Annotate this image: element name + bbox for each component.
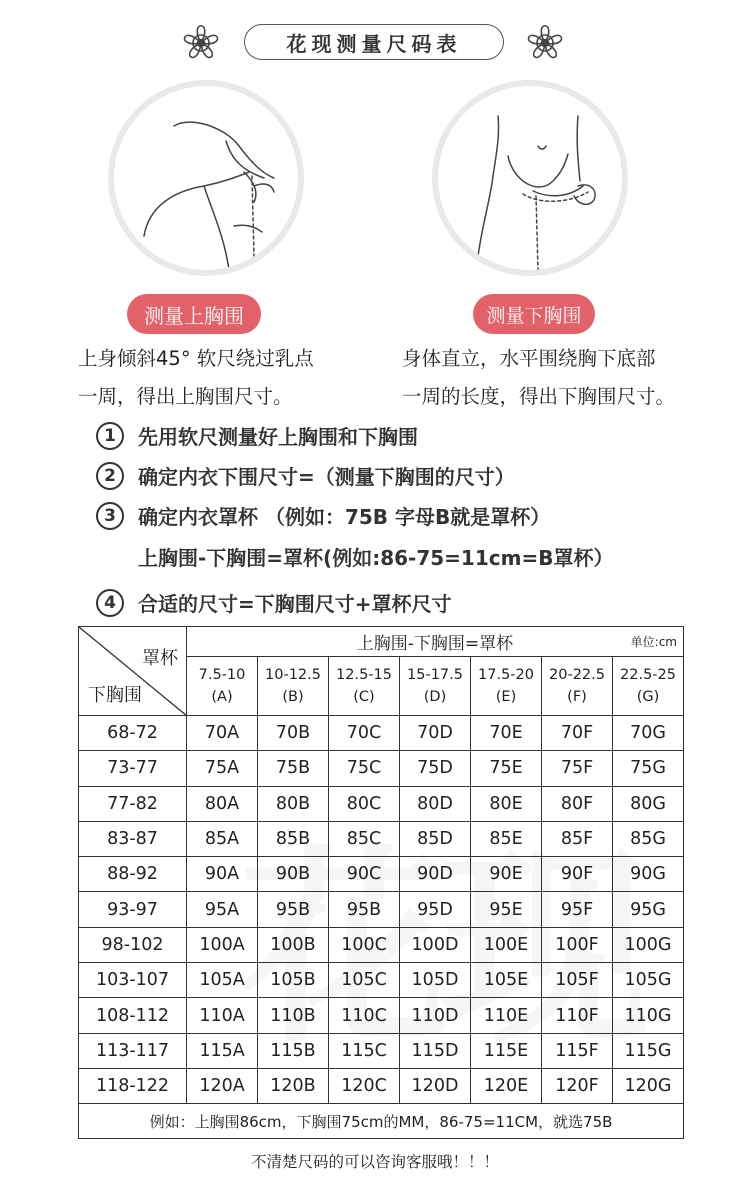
size-cell: 120G: [613, 1068, 684, 1103]
underbust-range-cell: 118-122: [79, 1068, 187, 1103]
size-cell: 70E: [471, 716, 542, 751]
under-bust-desc-line: 一周的长度，得出下胸围尺寸。: [402, 385, 676, 408]
size-rows: [79, 716, 684, 1104]
size-cell: 80F: [542, 786, 613, 821]
size-cell: 115E: [471, 1033, 542, 1068]
step-3: [96, 501, 550, 530]
size-cell: 75E: [471, 751, 542, 786]
unit-label: 单位:cm: [630, 635, 677, 649]
step-4: [96, 588, 452, 617]
size-cell: 95B: [329, 892, 400, 927]
cup-range: 10-12.5: [265, 667, 321, 683]
size-cell: 120F: [542, 1068, 613, 1103]
under-bust-illustration: [432, 80, 628, 276]
cup-range-header: [258, 657, 329, 716]
step-2: [96, 461, 515, 490]
cup-range: 20-22.5: [549, 667, 605, 683]
size-cell: 90B: [258, 857, 329, 892]
underbust-range-cell: 93-97: [79, 892, 187, 927]
size-cell: 85A: [187, 821, 258, 856]
cup-range: 12.5-15: [336, 667, 392, 683]
step-text: 确定内衣罩杯 （例如：75B 字母B就是罩杯）: [138, 505, 551, 529]
cup-letter: (E): [495, 689, 517, 705]
underbust-range-cell: 73-77: [79, 751, 187, 786]
underbust-range-cell: 113-117: [79, 1033, 187, 1068]
upper-bust-desc-line: 一周，得出上胸围尺寸。: [78, 385, 293, 408]
size-cell: 85D: [400, 821, 471, 856]
cup-range-header: [329, 657, 400, 716]
size-cell: 95A: [187, 892, 258, 927]
size-cell: 95G: [613, 892, 684, 927]
size-cell: 70D: [400, 716, 471, 751]
size-cell: 75B: [258, 751, 329, 786]
size-cell: 120D: [400, 1068, 471, 1103]
table-row: [79, 857, 684, 892]
underbust-range-cell: 68-72: [79, 716, 187, 751]
size-cell: 110A: [187, 998, 258, 1033]
size-cell: 110D: [400, 998, 471, 1033]
page-title: 花现测量尺码表: [244, 24, 504, 60]
cup-letter: (D): [423, 689, 447, 705]
cup-group-title: 上胸围-下胸围=罩杯: [356, 634, 514, 654]
size-cell: 115F: [542, 1033, 613, 1068]
underbust-range-cell: 98-102: [79, 927, 187, 962]
table-row: [79, 716, 684, 751]
under-bust-label: 测量下胸围: [473, 294, 595, 334]
size-cell: 105G: [613, 963, 684, 998]
size-cell: 100G: [613, 927, 684, 962]
size-cell: 70B: [258, 716, 329, 751]
flower-icon: [168, 14, 234, 72]
underbust-range-cell: 103-107: [79, 963, 187, 998]
size-cell: 120B: [258, 1068, 329, 1103]
step-number: 4: [96, 589, 124, 617]
cup-letter: (C): [353, 689, 375, 705]
size-cell: 105E: [471, 963, 542, 998]
size-cell: 85G: [613, 821, 684, 856]
under-bust-desc-line: 身体直立，水平围绕胸下底部: [402, 347, 656, 370]
size-cell: 80C: [329, 786, 400, 821]
table-row: [79, 1033, 684, 1068]
size-cell: 75G: [613, 751, 684, 786]
table-row: [79, 927, 684, 962]
cup-range-header: [613, 657, 684, 716]
size-cell: 75F: [542, 751, 613, 786]
size-cell: 70C: [329, 716, 400, 751]
cup-range-header: [400, 657, 471, 716]
table-row: [79, 963, 684, 998]
upper-bust-description: [78, 340, 378, 416]
size-cell: 110F: [542, 998, 613, 1033]
underbust-range-cell: 83-87: [79, 821, 187, 856]
size-cell: 110C: [329, 998, 400, 1033]
size-cell: 70G: [613, 716, 684, 751]
table-row: [79, 751, 684, 786]
table-row: [79, 998, 684, 1033]
size-cell: 105A: [187, 963, 258, 998]
cup-range: 17.5-20: [478, 667, 534, 683]
size-cell: 80B: [258, 786, 329, 821]
size-cell: 105B: [258, 963, 329, 998]
corner-cup-label: 罩杯: [142, 648, 178, 669]
size-cell: 80E: [471, 786, 542, 821]
size-cell: 100C: [329, 927, 400, 962]
corner-underbust-label: 下胸围: [88, 685, 142, 706]
step-text: 合适的尺寸=下胸围尺寸+罩杯尺寸: [138, 592, 452, 616]
size-cell: 95E: [471, 892, 542, 927]
size-cell: 85F: [542, 821, 613, 856]
size-cell: 95B: [258, 892, 329, 927]
underbust-range-cell: 77-82: [79, 786, 187, 821]
size-cell: 100E: [471, 927, 542, 962]
size-cell: 85E: [471, 821, 542, 856]
size-cell: 75D: [400, 751, 471, 786]
table-row: [79, 892, 684, 927]
step-text: 先用软尺测量好上胸围和下胸围: [138, 425, 418, 449]
upper-bust-desc-line: 上身倾斜45° 软尺绕过乳点: [78, 347, 314, 370]
cup-range: 7.5-10: [198, 667, 246, 683]
header: [0, 14, 750, 72]
size-cell: 90G: [613, 857, 684, 892]
size-cell: 105C: [329, 963, 400, 998]
size-cell: 75A: [187, 751, 258, 786]
size-cell: 115G: [613, 1033, 684, 1068]
size-cell: 100D: [400, 927, 471, 962]
size-cell: 70F: [542, 716, 613, 751]
size-cell: 90C: [329, 857, 400, 892]
size-cell: 105D: [400, 963, 471, 998]
size-cell: 85C: [329, 821, 400, 856]
cup-formula: 上胸围-下胸围=罩杯(例如:86-75=11cm=B罩杯）: [138, 546, 614, 570]
underbust-range-cell: 88-92: [79, 857, 187, 892]
table-row: [79, 1068, 684, 1103]
size-cell: 95F: [542, 892, 613, 927]
size-cell: 80D: [400, 786, 471, 821]
cup-letter: (B): [282, 689, 304, 705]
step-1: [96, 421, 418, 450]
size-cell: 110G: [613, 998, 684, 1033]
footer-note: 不清楚尺码的可以咨询客服哦！！！: [250, 1153, 499, 1171]
example-row: [79, 1104, 684, 1139]
size-cell: 75C: [329, 751, 400, 786]
step-text: 确定内衣下围尺寸=（测量下胸围的尺寸）: [138, 465, 515, 489]
size-cell: 80A: [187, 786, 258, 821]
size-cell: 120C: [329, 1068, 400, 1103]
size-cell: 105F: [542, 963, 613, 998]
size-cell: 100F: [542, 927, 613, 962]
under-bust-description: [402, 340, 742, 416]
table-corner-header: [79, 627, 187, 716]
size-cell: 90E: [471, 857, 542, 892]
size-cell: 120A: [187, 1068, 258, 1103]
table-row: [79, 786, 684, 821]
size-cell: 80G: [613, 786, 684, 821]
example-text: 例如：上胸围86cm，下胸围75cm的MM，86-75=11CM，就选75B: [79, 1104, 684, 1139]
size-cell: 115C: [329, 1033, 400, 1068]
underbust-range-cell: 108-112: [79, 998, 187, 1033]
step-number: 2: [96, 462, 124, 490]
size-cell: 70A: [187, 716, 258, 751]
table-row: [79, 821, 684, 856]
cup-letter: (A): [211, 689, 233, 705]
cup-letter: (G): [636, 689, 660, 705]
size-cell: 95D: [400, 892, 471, 927]
cup-letter: (F): [567, 689, 587, 705]
size-cell: 115D: [400, 1033, 471, 1068]
size-cell: 115B: [258, 1033, 329, 1068]
size-cell: 110E: [471, 998, 542, 1033]
upper-bust-illustration: [108, 80, 304, 276]
cup-range-header: [187, 657, 258, 716]
cup-range: 15-17.5: [407, 667, 463, 683]
upper-bust-label: 测量上胸围: [127, 294, 261, 334]
size-cell: 85B: [258, 821, 329, 856]
cup-range-header: [471, 657, 542, 716]
size-cell: 100B: [258, 927, 329, 962]
size-cell: 115A: [187, 1033, 258, 1068]
size-cell: 90A: [187, 857, 258, 892]
cup-range: 22.5-25: [620, 667, 676, 683]
step-number: 3: [96, 502, 124, 530]
size-cell: 90D: [400, 857, 471, 892]
flower-icon: [512, 14, 578, 72]
cup-group-header: [187, 627, 684, 657]
size-cell: 110B: [258, 998, 329, 1033]
size-table: [78, 626, 684, 1139]
cup-range-header: [542, 657, 613, 716]
size-cell: 100A: [187, 927, 258, 962]
size-cell: 120E: [471, 1068, 542, 1103]
step-number: 1: [96, 422, 124, 450]
size-cell: 90F: [542, 857, 613, 892]
